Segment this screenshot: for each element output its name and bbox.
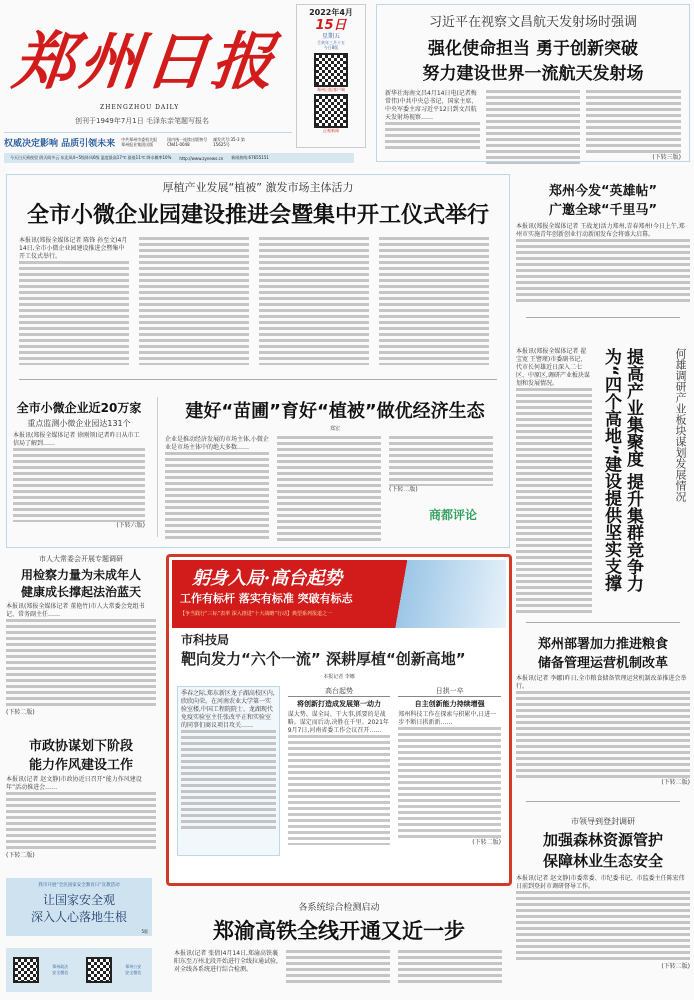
postal-code: 邮发代号:35-3 第15625号	[213, 137, 245, 147]
article-lead: 新华社海南文昌4月14日电(记者梅常伟)中共中央总书记、国家主席、中央军委主席习近平12日到文昌航天发射场视察……	[385, 90, 478, 121]
cn-number: 国内统一连续出版物号 CN41-0048	[167, 137, 208, 147]
article-lead: 本报讯(郑报全媒体记者 陈锋 孙至文)4月14日,全市小微企业园建设推进会暨集中开工仪式举行。	[19, 237, 128, 260]
weekday: 星期五	[321, 33, 340, 40]
top-kicker: 习近平在视察文昌航天发射场时强调	[428, 15, 637, 30]
rail-story	[166, 900, 512, 986]
article-lead: 本报讯(郑报全媒体记者 王战龙)活力郑州,青春郑州!今日上午,郑州市实施青年创新创业行动新闻发布会将盛大启幕。	[516, 223, 685, 238]
article-lead: 郑州科技工作在探索与积累中,日进一步不断日拱新新……	[398, 711, 497, 726]
grain-headline[interactable]: 郑州部署加力推进粮食	[537, 637, 668, 652]
rail-kicker: 各系统综合检测启动	[298, 903, 380, 913]
right-vertical-story	[516, 348, 690, 618]
grain-headline-2[interactable]: 储备管理运营机制改革	[537, 656, 668, 671]
section-headline: 将创新打造成发展第一动力	[297, 700, 382, 708]
vertical-headline-line2: 为“四个高地”建设提供坚实支撑	[601, 348, 621, 592]
promo-headline-2: 深入人心落地生根	[30, 910, 127, 924]
article-lead: 本报讯(记者 赵文静)市委常委、市纪委书记、市监委主任陈宏伟日前到登封市调研督导工作。	[516, 875, 685, 890]
main-story	[6, 174, 510, 548]
qr-code-right[interactable]	[86, 957, 112, 983]
weather-bar	[4, 153, 354, 163]
article-lead: 本报讯(记者 张倩)4月14日,郑渝高铁襄阳东至万州北段开始进行全线拉通试验,对全线各系统进行综合检测。	[174, 950, 278, 973]
jump-note: (下转六版)	[116, 522, 145, 529]
qr-label: 郑州公安 安全微信	[125, 964, 142, 975]
commentary-logo: 商都评论	[429, 508, 478, 522]
slogan-row	[4, 132, 292, 151]
article-lead: 谋大势、谋全局、干大事,抓要的是战略。谋定而后动,决胜在千里。2021年9月7日,河南省委工作会议召开……	[287, 711, 389, 734]
article-lead: 本报讯(记者 赵文静)市政协近日召开“能力作风建设年”活动推进会……	[6, 776, 142, 791]
article-lead: 本报讯(郑报全媒体记者 翟宝宽 王譬瑾)市委副书记、代市长何雄近日深入二七区、中原区,调研产业板块谋划和发展情况。	[516, 348, 590, 387]
page-count: 今日8版	[323, 45, 339, 50]
sub-headline[interactable]: 全市小微企业近20万家	[16, 401, 142, 415]
byline: 郑宏	[329, 426, 340, 432]
promo-headline: 让国家安全观	[42, 893, 115, 907]
top-headline-2[interactable]: 努力建设世界一流航天发射场	[422, 64, 644, 84]
vertical-headline-line1: 提高产业集聚度 提升集群竞争力	[623, 348, 643, 592]
left-column	[6, 554, 156, 860]
byline: 本报记者 李娜	[323, 674, 355, 680]
feature-dept: 市科技局	[181, 633, 230, 647]
qr-label: 正观新闻	[323, 128, 339, 133]
forest-headline[interactable]: 加强森林资源管护	[542, 831, 663, 849]
npc-headline[interactable]: 用检察力量为未成年人	[20, 568, 141, 582]
feature-headline[interactable]: 靶向发力“六个一流” 深耕厚植“创新高地”	[181, 650, 466, 668]
forest-headline-2[interactable]: 保障林业生态安全	[542, 852, 663, 870]
commentary-headline[interactable]: 建好“苗圃”育好“植被”做优经济生态	[185, 401, 485, 422]
qr-ads	[6, 948, 152, 992]
jump-note: (下转二版)	[6, 709, 35, 716]
rail-headline[interactable]: 郑渝高铁全线开通又近一步	[213, 919, 465, 943]
hotline: 新闻热线:67655151	[231, 155, 269, 160]
top-headline[interactable]: 强化使命担当 勇于创新突破	[428, 39, 638, 59]
date-year-month: 2022年4月	[309, 8, 353, 17]
page-ref: 5版	[141, 929, 148, 934]
right-top-story	[516, 180, 690, 330]
qr-label: 郑州政法 安全微信	[52, 964, 69, 975]
banner-title: 躬身入局·高台起势	[192, 568, 343, 589]
qr-code-left[interactable]	[13, 957, 39, 983]
promo-kicker: 我市开展“全民国家安全教育日”宣教活动	[38, 883, 120, 888]
weather: 今天白天到夜里 阴天间多云 东北风4~5级阵风6级 温度最高17℃ 最低11℃ 降水概率10%	[10, 155, 172, 160]
cppcc-headline-2[interactable]: 能力作风建设工作	[28, 758, 133, 773]
cppcc-headline[interactable]: 市政协谋划下阶段	[28, 739, 133, 754]
lunar-date: 壬寅年三月十五	[317, 40, 345, 45]
jump-note: (下转二版)	[661, 779, 690, 786]
jump-note: (下转二版)	[389, 486, 418, 493]
section-tag: 高台起势	[288, 686, 391, 697]
forest-kicker: 市领导到登封调研	[571, 817, 635, 826]
feature-box	[166, 554, 512, 886]
jump-note: (下转二版)	[661, 963, 690, 970]
jump-note: (下转二版)	[6, 852, 35, 859]
column-divider	[157, 397, 158, 537]
article-lead: 本报讯(记者 李娜)昨日,全市粮食储备管理运营机制改革推进会举行。	[516, 675, 687, 690]
main-headline[interactable]: 全市小微企业园建设推进会暨集中开工仪式举行	[26, 203, 489, 228]
npc-headline-2[interactable]: 健康成长撑起法治蓝天	[20, 585, 141, 599]
english-title: ZHENGZHOU DAILY	[100, 104, 180, 111]
article-lead: 季春之际,郑东新区龙子湖高校区内,欣欣向荣。在河南农业大学第一实验室楼,中国工程院院士、龙湖现代免疫实验室主任张改平正和实验室的同事们商议项目攻关……	[181, 690, 275, 729]
main-kicker: 厚植产业发展“植被” 激发市场主体活力	[162, 181, 354, 194]
date-day: 15日	[315, 18, 347, 33]
qr-code-news[interactable]	[314, 94, 348, 128]
right-headline[interactable]: 郑州今发“英雄帖”	[548, 184, 658, 199]
section-headline: 自主创新能力持续增强	[414, 700, 485, 708]
newspaper-logo: 郑州日报	[9, 25, 282, 98]
article-lead: 本报讯(郑报全媒体记者 徐刚领)记者昨日从市工信局了解到……	[13, 432, 140, 447]
banner-subtitle: 工作有标杆 落实有标准 突破有标志	[180, 592, 353, 605]
section-tag: 日拱一卒	[398, 686, 501, 697]
qr-code-app[interactable]	[314, 53, 348, 87]
right-headline-2[interactable]: 广邀全球“千里马”	[548, 203, 658, 218]
jump-note: (下转三版)	[652, 154, 682, 161]
top-story	[376, 4, 690, 162]
article-lead: 企业是推动经济发展的市场主体,小微企业是市场主体中的绝大多数……	[165, 436, 269, 451]
publisher: 中共郑州市委机关报 郑州报业集团出版	[121, 137, 158, 147]
vertical-headline[interactable]	[600, 348, 644, 610]
article-lead: 本报讯(郑报全媒体记者 董艳竹)市人大常委会党组书记、常务副主任……	[6, 603, 145, 618]
series-title: 【争当践行“三标”表率 深入推进“十大战略”行动】典型系列报道之一	[180, 611, 332, 617]
founding-note: 创刊于1949年7月1日 毛泽东亲笔题写报名	[75, 117, 209, 125]
sub-subhead: 重点监测小微企业园达131个	[27, 419, 131, 428]
slogan: 权威决定影响 品质引领未来	[4, 138, 116, 149]
security-promo[interactable]	[6, 878, 152, 936]
jump-note: (下转二版)	[472, 839, 501, 846]
vertical-kicker: 何雄调研产业板块谋划发展情况	[674, 348, 687, 502]
right-bottom-stories	[516, 622, 690, 971]
date-box	[296, 4, 366, 148]
website-link[interactable]: http://www.zynews.cn	[179, 155, 224, 161]
feature-banner	[172, 560, 506, 628]
npc-kicker: 市人大常委会开展专题调研	[39, 555, 123, 563]
qr-label: 郑州日报客户端	[317, 87, 345, 92]
